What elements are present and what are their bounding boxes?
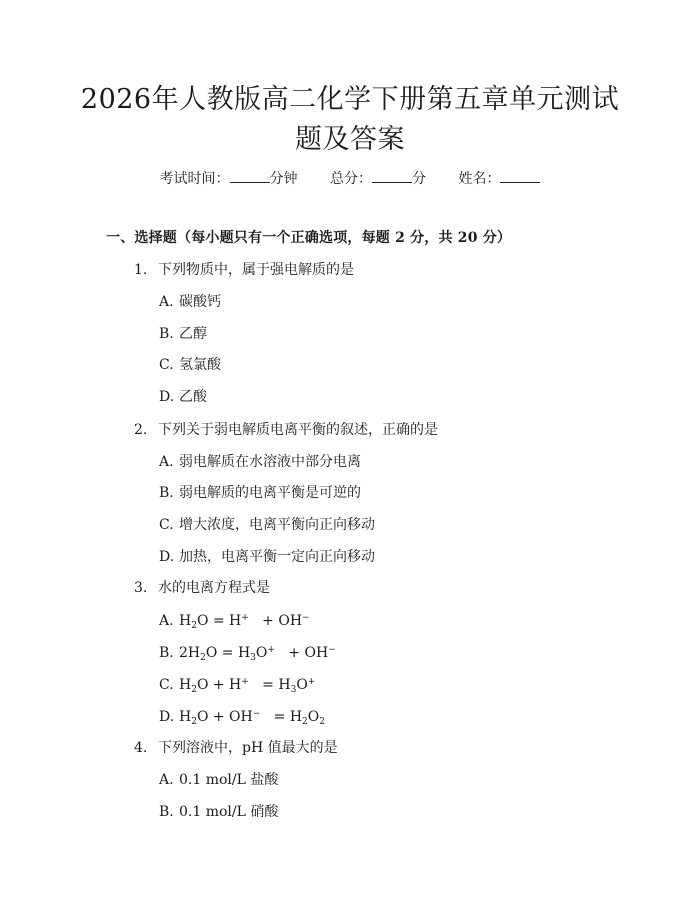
page-title xyxy=(80,80,620,160)
option-text: 加热，电离平衡一定向正向移动 xyxy=(179,549,375,565)
option xyxy=(159,483,361,503)
option xyxy=(159,324,207,344)
name-label: 姓名： xyxy=(458,171,501,187)
total-score-blank xyxy=(372,168,412,183)
question-text: 下列溶液中，pH 值最大的是 xyxy=(158,740,338,756)
option-letter: B. xyxy=(159,645,174,661)
option-letter: C. xyxy=(159,517,174,533)
option xyxy=(159,292,221,312)
option xyxy=(159,770,278,790)
title-line-2: 题及答案 xyxy=(295,124,405,155)
option xyxy=(159,452,361,472)
option-letter: B. xyxy=(159,485,174,501)
question-text: 下列关于弱电解质电离平衡的叙述，正确的是 xyxy=(158,422,438,438)
question-text: 下列物质中，属于强电解质的是 xyxy=(158,262,354,278)
option xyxy=(159,611,310,631)
question-number: 1. xyxy=(134,262,148,278)
name-blank xyxy=(500,168,540,183)
option xyxy=(159,355,221,375)
option-text: 乙醇 xyxy=(179,326,207,342)
option-text: 乙酸 xyxy=(179,389,207,405)
option-letter: A. xyxy=(159,772,174,788)
option xyxy=(159,515,375,535)
title-line-1: 2026年人教版高二化学下册第五章单元测试 xyxy=(80,84,620,115)
question xyxy=(134,260,354,280)
option-letter: A. xyxy=(159,613,174,629)
option-letter: C. xyxy=(159,677,174,693)
option-letter: A. xyxy=(159,294,174,310)
question xyxy=(134,420,438,440)
option-text: 弱电解质的电离平衡是可逆的 xyxy=(179,485,361,501)
chem-equation: $H_2O + H^+ = H_3O^+$ xyxy=(179,677,316,695)
exam-time xyxy=(160,168,298,189)
student-name xyxy=(458,168,540,189)
option-letter: B. xyxy=(159,326,174,342)
option xyxy=(159,387,207,407)
option xyxy=(159,675,315,695)
chem-equation: $2H_2O = H_3O^+ + OH^-$ xyxy=(179,645,336,663)
option-text: 0.1 mol/L 硝酸 xyxy=(179,804,279,820)
total-score-unit: 分 xyxy=(412,171,426,187)
option-text: 弱电解质在水溶液中部分电离 xyxy=(179,454,361,470)
exam-info-row xyxy=(0,168,700,189)
option xyxy=(159,643,336,663)
total-score xyxy=(330,168,426,189)
question xyxy=(134,578,270,598)
option-letter: D. xyxy=(159,549,175,565)
option-letter: D. xyxy=(159,389,175,405)
option xyxy=(159,547,375,567)
question-number: 4. xyxy=(134,740,148,756)
exam-time-blank xyxy=(230,168,270,183)
question-number: 3. xyxy=(134,580,148,596)
chem-equation: $H_2O + OH^- = H_2O_2$ xyxy=(179,709,325,727)
exam-time-unit: 分钟 xyxy=(269,171,298,187)
option xyxy=(159,802,278,822)
question-text: 水的电离方程式是 xyxy=(158,580,270,596)
exam-time-label: 考试时间： xyxy=(159,171,230,187)
option-letter: A. xyxy=(159,454,174,470)
total-score-label: 总分： xyxy=(330,171,372,187)
option-text: 碳酸钙 xyxy=(179,294,221,310)
section-heading: 一、选择题（每小题只有一个正确选项，每题 2 分，共 20 分） xyxy=(106,230,512,246)
option xyxy=(159,707,325,727)
question-number: 2. xyxy=(134,422,148,438)
option-letter: C. xyxy=(159,357,174,373)
option-letter: D. xyxy=(159,709,175,725)
chem-equation: $H_2O = H^+ + OH^-$ xyxy=(179,613,310,631)
option-text: 0.1 mol/L 盐酸 xyxy=(179,772,279,788)
option-letter: B. xyxy=(159,804,174,820)
option-text: 增大浓度，电离平衡向正向移动 xyxy=(179,517,375,533)
option-text: 氢氯酸 xyxy=(179,357,221,373)
question xyxy=(134,738,338,758)
